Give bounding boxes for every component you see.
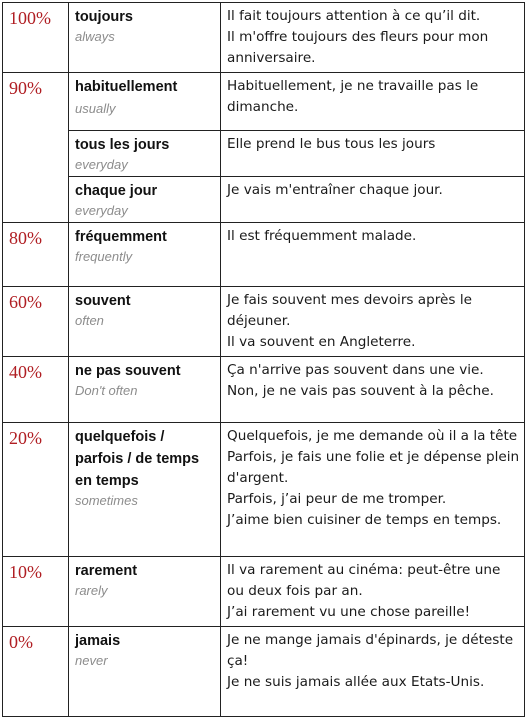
adverb-cell bbox=[69, 223, 221, 287]
percentage-label: 0% bbox=[3, 627, 69, 717]
table-row bbox=[3, 557, 525, 627]
adverb-term: souvent bbox=[75, 293, 131, 309]
example-sentence: Il fait toujours attention à ce qu’il dit. bbox=[227, 8, 481, 24]
adverb-term: tous les jours bbox=[75, 137, 170, 153]
adverb-term: habituellement bbox=[75, 79, 178, 95]
table-row bbox=[3, 3, 525, 73]
percentage-label: 90% bbox=[3, 73, 69, 223]
adverb-translation: often bbox=[75, 313, 104, 328]
adverb-term: quelquefois / parfois / de temps en temps bbox=[75, 429, 200, 489]
adverb-term: ne pas souvent bbox=[75, 363, 181, 379]
example-sentence: Parfois, j’ai peur de me tromper. bbox=[227, 491, 447, 507]
examples-cell bbox=[221, 3, 525, 73]
example-sentence: J’ai rarement vu une chose pareille! bbox=[227, 604, 471, 620]
example-sentence: Parfois, je fais une folie et je dépense plein d'argent. bbox=[227, 449, 520, 486]
example-sentence: Je vais m'entraîner chaque jour. bbox=[227, 182, 443, 198]
example-sentence: Habituellement, je ne travaille pas le dimanche. bbox=[227, 78, 479, 115]
example-sentence: Elle prend le bus tous les jours bbox=[227, 136, 436, 152]
percentage-label: 20% bbox=[3, 423, 69, 557]
adverb-translation: never bbox=[75, 653, 108, 668]
examples-cell bbox=[221, 627, 525, 717]
example-sentence: Il est fréquemment malade. bbox=[227, 228, 417, 244]
adverb-term: fréquemment bbox=[75, 229, 167, 245]
percentage-label: 40% bbox=[3, 357, 69, 423]
adverb-cell bbox=[69, 3, 221, 73]
adverb-translation: everyday bbox=[75, 157, 128, 172]
examples-cell bbox=[221, 287, 525, 357]
frequency-adverbs-table bbox=[2, 2, 525, 717]
example-sentence: Non, je ne vais pas souvent à la pêche. bbox=[227, 383, 494, 399]
adverb-translation: always bbox=[75, 29, 115, 44]
adverb-translation: everyday bbox=[75, 203, 128, 218]
table-row bbox=[3, 423, 525, 557]
adverb-term: jamais bbox=[75, 633, 121, 649]
adverb-translation: sometimes bbox=[75, 493, 138, 508]
examples-cell bbox=[221, 223, 525, 287]
adverb-cell bbox=[69, 131, 221, 177]
percentage-label: 80% bbox=[3, 223, 69, 287]
percentage-label: 60% bbox=[3, 287, 69, 357]
adverb-cell bbox=[69, 177, 221, 223]
adverb-cell bbox=[69, 357, 221, 423]
example-sentence: Je fais souvent mes devoirs après le déjeuner. bbox=[227, 292, 472, 329]
percentage-label: 100% bbox=[3, 3, 69, 73]
example-sentence: Il m'offre toujours des fleurs pour mon anniversaire. bbox=[227, 29, 489, 66]
examples-cell bbox=[221, 73, 525, 131]
adverb-cell bbox=[69, 557, 221, 627]
table-row bbox=[3, 627, 525, 717]
examples-cell bbox=[221, 557, 525, 627]
table-row bbox=[3, 357, 525, 423]
example-sentence: J’aime bien cuisiner de temps en temps. bbox=[227, 512, 502, 528]
adverb-cell bbox=[69, 627, 221, 717]
example-sentence: Je ne mange jamais d'épinards, je déteste ça! bbox=[227, 632, 514, 669]
examples-cell bbox=[221, 357, 525, 423]
examples-cell bbox=[221, 423, 525, 557]
example-sentence: Quelquefois, je me demande où il a la tête bbox=[227, 428, 518, 444]
table-row bbox=[3, 73, 525, 131]
example-sentence: Ça n'arrive pas souvent dans une vie. bbox=[227, 362, 484, 378]
adverb-translation: usually bbox=[75, 101, 116, 116]
examples-cell bbox=[221, 177, 525, 223]
example-sentence: Je ne suis jamais allée aux Etats-Unis. bbox=[227, 674, 485, 690]
adverb-translation: Don't often bbox=[75, 383, 138, 398]
adverb-term: chaque jour bbox=[75, 183, 158, 199]
adverb-translation: frequently bbox=[75, 249, 133, 264]
adverb-cell bbox=[69, 423, 221, 557]
percentage-label: 10% bbox=[3, 557, 69, 627]
example-sentence: Il va souvent en Angleterre. bbox=[227, 334, 416, 350]
adverb-cell bbox=[69, 73, 221, 131]
table-row bbox=[3, 223, 525, 287]
adverb-term: rarement bbox=[75, 563, 138, 579]
examples-cell bbox=[221, 131, 525, 177]
adverb-term: toujours bbox=[75, 9, 133, 25]
example-sentence: Il va rarement au cinéma: peut-être une ou deux fois par an. bbox=[227, 562, 501, 599]
table-row bbox=[3, 177, 525, 223]
table-row bbox=[3, 131, 525, 177]
adverb-cell bbox=[69, 287, 221, 357]
table-row bbox=[3, 287, 525, 357]
adverb-translation: rarely bbox=[75, 583, 108, 598]
